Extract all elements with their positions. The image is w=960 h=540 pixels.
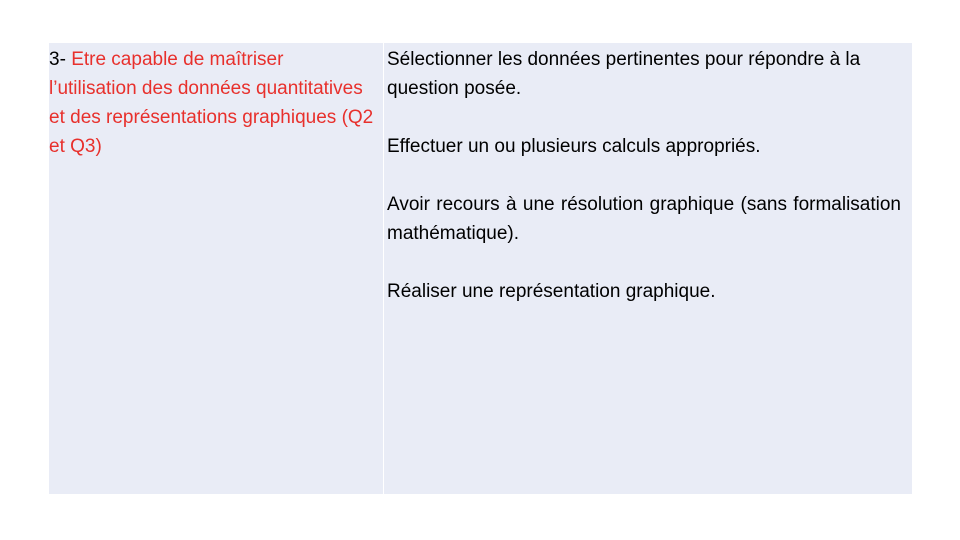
competency-cell: [49, 43, 384, 494]
skill-item-graphical-representation: Réaliser une représentation graphique.: [387, 281, 716, 302]
competency-text: [49, 45, 375, 161]
competency-title: Etre capable de maîtriser l’utilisation des données quantitatives et des représentations graphiques (Q2 et Q3): [49, 49, 374, 157]
competency-number: 3-: [49, 49, 72, 70]
skill-item-calculations: Effectuer un ou plusieurs calculs appropriés.: [387, 136, 761, 157]
competency-table: [49, 43, 912, 494]
skills-cell: [384, 43, 912, 494]
skill-item-select-data: Sélectionner les données pertinentes pour répondre à la question posée.: [387, 49, 861, 99]
skill-item-graphical-resolution: Avoir recours à une résolution graphique (sans formalisation mathématique).: [387, 194, 901, 244]
